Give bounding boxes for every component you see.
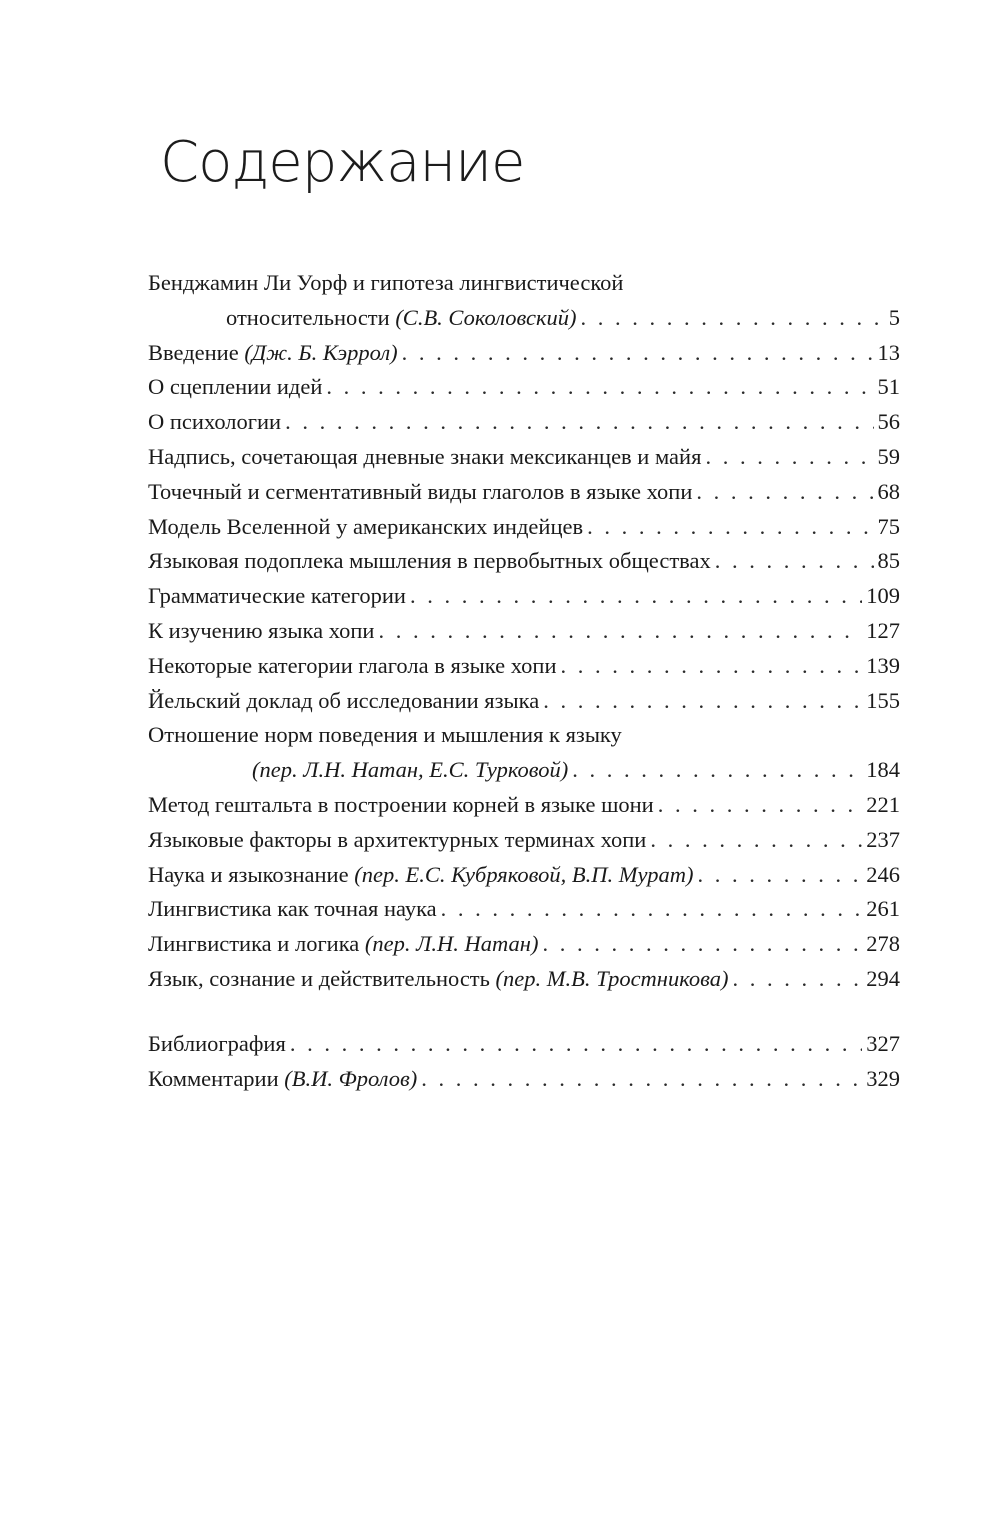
- dot-leader: [290, 1027, 862, 1062]
- toc-page-number: 237: [866, 826, 900, 852]
- dot-leader: [402, 336, 874, 371]
- toc-page-number: 261: [866, 896, 900, 922]
- toc-entry-title: Йельский доклад об исследовании языка: [148, 687, 540, 713]
- dot-leader: [705, 440, 873, 475]
- dot-leader: [658, 788, 863, 823]
- toc-page-number: 127: [866, 617, 900, 643]
- toc-page-number: 329: [866, 1065, 900, 1091]
- dot-leader: [285, 405, 873, 440]
- dot-leader: [581, 301, 885, 336]
- toc-entry-title-cont: (пер. Л.Н. Натан, Е.С. Турковой): [252, 757, 569, 783]
- toc-entry[interactable]: [148, 370, 900, 405]
- toc-page-number: 59: [877, 443, 900, 469]
- toc-entry[interactable]: [148, 336, 900, 371]
- dot-leader: [715, 544, 874, 579]
- toc-page-number: 294: [866, 965, 900, 991]
- toc-entry-title: Язык, сознание и действительность (пер. М.В. Тростникова): [148, 965, 729, 991]
- toc-entry[interactable]: [148, 405, 900, 440]
- toc-entry-title: Метод гештальта в построении корней в языке шони: [148, 791, 654, 817]
- toc-page-number: 5: [888, 304, 900, 330]
- table-of-contents: [148, 266, 900, 1096]
- toc-page-number: 327: [866, 1030, 900, 1056]
- toc-entry[interactable]: [148, 788, 900, 823]
- toc-page-number: 184: [866, 757, 900, 783]
- toc-entry[interactable]: [148, 475, 900, 510]
- dot-leader: [587, 510, 873, 545]
- dot-leader: [543, 684, 862, 719]
- toc-entry-title: К изучению языка хопи: [148, 617, 375, 643]
- toc-entry-title: Введение (Дж. Б. Кэррол): [148, 339, 398, 365]
- toc-entry-title: Грамматические категории: [148, 583, 406, 609]
- toc-entry-title: Отношение норм поведения и мышления к языку: [148, 722, 622, 748]
- toc-page-number: 246: [866, 861, 900, 887]
- toc-page-number: 56: [877, 409, 900, 435]
- toc-entry-title: Языковые факторы в архитектурных терминах хопи: [148, 826, 647, 852]
- dot-leader: [410, 579, 862, 614]
- toc-entry-title: Комментарии (В.И. Фролов): [148, 1065, 418, 1091]
- toc-entry-title: Наука и языкознание (пер. Е.С. Кубряковой, В.П. Мурат): [148, 861, 694, 887]
- toc-entry[interactable]: [148, 823, 900, 858]
- dot-leader: [378, 614, 862, 649]
- toc-entry[interactable]: [148, 510, 900, 545]
- toc-entry[interactable]: [148, 649, 900, 684]
- toc-entry[interactable]: [148, 266, 900, 336]
- toc-page-number: 109: [866, 583, 900, 609]
- toc-entry[interactable]: [148, 962, 900, 997]
- dot-leader: [733, 962, 863, 997]
- toc-entry-title: Модель Вселенной у американских индейцев: [148, 513, 584, 539]
- toc-entry-title: Точечный и сегментативный виды глаголов в языке хопи: [148, 478, 693, 504]
- dot-leader: [696, 475, 873, 510]
- dot-leader: [650, 823, 862, 858]
- toc-entry[interactable]: [148, 440, 900, 475]
- dot-leader: [572, 753, 862, 788]
- toc-page-number: 85: [877, 548, 900, 574]
- section-gap: [148, 997, 900, 1027]
- toc-entry-title: Надпись, сочетающая дневные знаки мексиканцев и майя: [148, 443, 702, 469]
- toc-entry-title: Языковая подоплека мышления в первобытных обществах: [148, 548, 711, 574]
- toc-entry[interactable]: [148, 544, 900, 579]
- toc-entry-title: Некоторые категории глагола в языке хопи: [148, 652, 557, 678]
- dot-leader: [697, 858, 862, 893]
- toc-page-number: 278: [866, 931, 900, 957]
- toc-entry-bibliography[interactable]: [148, 1027, 900, 1062]
- toc-entry[interactable]: [148, 858, 900, 893]
- toc-page-number: 139: [866, 652, 900, 678]
- toc-entry-title: Библиография: [148, 1030, 286, 1056]
- toc-entry[interactable]: [148, 614, 900, 649]
- toc-page-number: 155: [866, 687, 900, 713]
- dot-leader: [326, 370, 873, 405]
- page-title: Содержание: [160, 130, 525, 195]
- toc-page-number: 51: [877, 374, 900, 400]
- toc-entry-title: Лингвистика и логика (пер. Л.Н. Натан): [148, 931, 539, 957]
- toc-entry-comments[interactable]: [148, 1062, 900, 1097]
- toc-entry[interactable]: [148, 718, 900, 788]
- toc-entry-title: О психологии: [148, 409, 282, 435]
- toc-page-number: 221: [866, 791, 900, 817]
- toc-page-number: 68: [877, 478, 900, 504]
- dot-leader: [561, 649, 863, 684]
- toc-page-number: 13: [877, 339, 900, 365]
- toc-entry[interactable]: [148, 892, 900, 927]
- toc-page-number: 75: [877, 513, 900, 539]
- toc-entry-title: Лингвистика как точная наука: [148, 896, 437, 922]
- toc-entry[interactable]: [148, 927, 900, 962]
- dot-leader: [421, 1062, 862, 1097]
- toc-entry[interactable]: [148, 684, 900, 719]
- toc-entry-title: Бенджамин Ли Уорф и гипотеза лингвистической: [148, 270, 624, 295]
- dot-leader: [441, 892, 863, 927]
- toc-entry-title-cont: относительности (С.В. Соколовский): [226, 304, 577, 330]
- toc-entry-title: О сцеплении идей: [148, 374, 323, 400]
- toc-entry[interactable]: [148, 579, 900, 614]
- dot-leader: [542, 927, 862, 962]
